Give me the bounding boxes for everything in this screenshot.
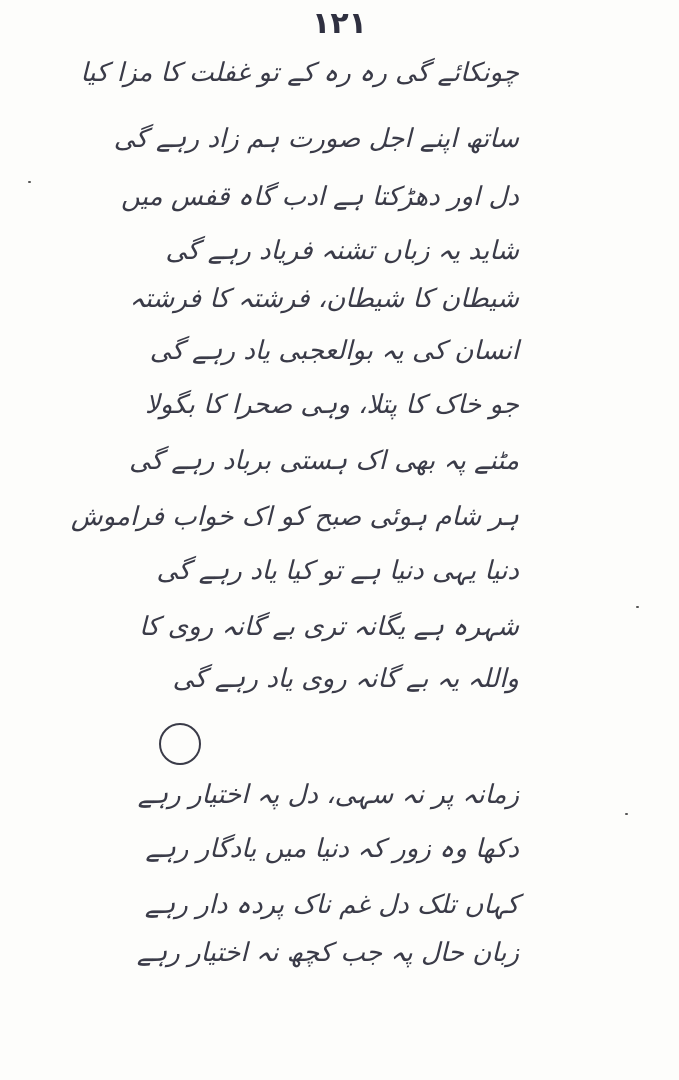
poem-line: زمانہ پر نہ سہی، دل پہ اختیار رہے (137, 780, 519, 810)
page-number: ۱۲۱ (312, 6, 367, 41)
poem-line: شیطان کا شیطان، فرشتہ کا فرشتہ (129, 284, 519, 314)
poem-stanza-2 (19, 0, 519, 1000)
poem-line: جو خاک کا پتلا، وہی صحرا کا بگولا (145, 390, 519, 420)
poem-line: دکھا وہ زور کہ دنیا میں یادگار رہے (145, 834, 519, 864)
poem-line: ساتھ اپنے اجل صورت ہم زاد رہے گی (113, 124, 519, 154)
paper-speck (636, 606, 639, 608)
poem-line: شاید یہ زباں تشنہ فریاد رہے گی (165, 236, 519, 266)
poem-line: دنیا یہی دنیا ہے تو کیا یاد رہے گی (156, 556, 519, 586)
poem-line: چونکائے گی رہ رہ کے تو غفلت کا مزا کیا (80, 58, 519, 88)
poem-line: زبان حال پہ جب کچھ نہ اختیار رہے (136, 938, 519, 968)
poem-line: واللہ یہ بے گانہ روی یاد رہے گی (172, 664, 519, 694)
poem-line: دل اور دھڑکتا ہے ادب گاہ قفس میں (120, 182, 519, 212)
paper-speck (625, 813, 628, 815)
paper-speck (28, 181, 31, 183)
poem-line: ہر شام ہوئی صبح کو اک خواب فراموش (70, 502, 519, 532)
poem-line: کہاں تلک دل غم ناک پردہ دار رہے (144, 890, 519, 920)
poem-line: مٹنے پہ بھی اک ہستی برباد رہے گی (129, 446, 519, 476)
poem-line: انسان کی یہ بوالعجبی یاد رہے گی (149, 336, 519, 366)
poem-line: شہرہ ہے یگانہ تری بے گانہ روی کا (139, 612, 519, 642)
